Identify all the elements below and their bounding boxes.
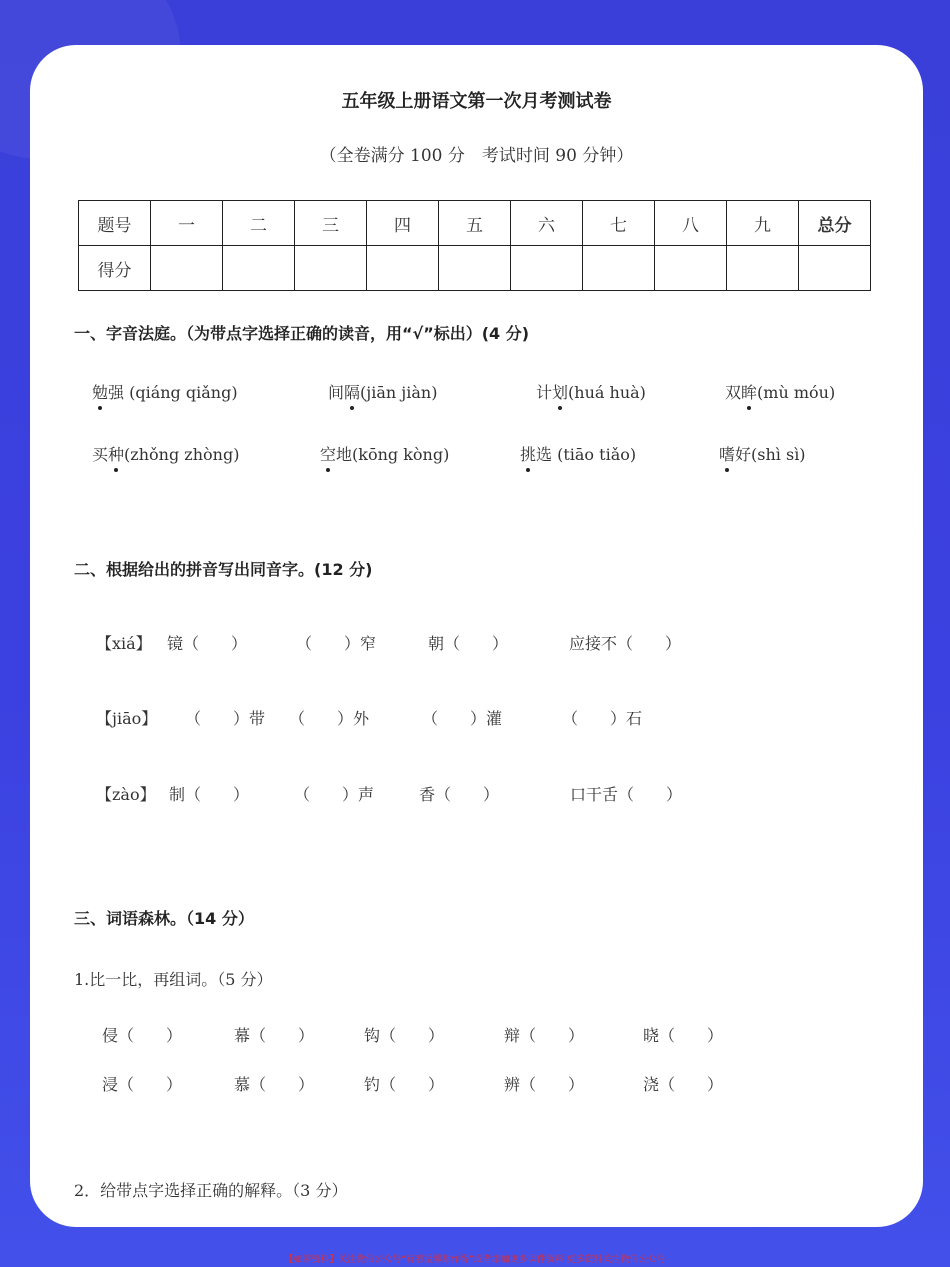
section2-heading: 二、根据给出的拼音写出同音字。(12 分) — [74, 560, 373, 579]
score-header-cell: 五 — [439, 201, 511, 246]
section1-heading: 一、字音法庭。（为带点字选择正确的读音，用“√”标出）(4 分) — [74, 324, 530, 343]
word-blank[interactable]: 浇（ ） — [643, 1075, 724, 1094]
score-table — [78, 200, 871, 291]
footer-watermark: 【如需资料】关注微信公众号“有着温馨甜作得”或者添加更多课件资料 更多资料关注微信公众号 — [284, 1255, 666, 1265]
blank-item[interactable]: （ ）声 — [294, 785, 375, 804]
score-cell[interactable] — [583, 246, 655, 291]
pronunciation-item[interactable] — [536, 380, 646, 403]
dotted-char: 隔 — [344, 380, 360, 403]
item-options: 地(kōng kòng) — [336, 445, 450, 464]
item-options: 好(shì sì) — [735, 445, 806, 464]
score-header-cell: 九 — [727, 201, 799, 246]
pronunciation-item[interactable] — [328, 380, 437, 403]
item-prefix: 间 — [328, 383, 345, 402]
blank-item[interactable]: （ ）石 — [562, 709, 643, 728]
blank-item[interactable]: （ ）窄 — [296, 634, 377, 653]
item-prefix: 计 — [536, 383, 553, 402]
score-header-cell: 六 — [511, 201, 583, 246]
score-cell[interactable] — [295, 246, 367, 291]
question-2: 2．给带点字选择正确的解释。（3 分） — [74, 1181, 348, 1200]
word-blank[interactable]: 浸（ ） — [102, 1075, 183, 1094]
word-blank[interactable]: 辩（ ） — [504, 1026, 585, 1045]
dotted-char: 嗜 — [719, 442, 735, 465]
score-cell[interactable] — [367, 246, 439, 291]
score-cell[interactable] — [511, 246, 583, 291]
word-blank[interactable]: 钓（ ） — [364, 1075, 445, 1094]
score-table-header-row — [79, 201, 871, 246]
pinyin-label: 【jiāo】 — [96, 709, 158, 728]
page-title: 五年级上册语文第一次月考测试卷 — [341, 91, 612, 112]
blank-item[interactable]: （ ）带 — [185, 709, 266, 728]
score-row-label: 得分 — [79, 246, 151, 291]
question-1: 1.比一比，再组词。（5 分） — [74, 970, 273, 989]
score-cell[interactable] — [799, 246, 871, 291]
word-blank[interactable]: 慕（ ） — [234, 1075, 315, 1094]
dotted-char: 种 — [108, 442, 124, 465]
exam-paper — [30, 45, 923, 1227]
blank-item[interactable]: 应接不（ ） — [569, 634, 682, 653]
pinyin-label: 【xiá】 — [96, 634, 152, 653]
blank-item[interactable]: （ ）灌 — [422, 709, 503, 728]
score-cell[interactable] — [655, 246, 727, 291]
score-cell[interactable] — [223, 246, 295, 291]
score-header-cell: 八 — [655, 201, 727, 246]
pronunciation-item[interactable] — [92, 442, 239, 465]
item-prefix: 买 — [92, 445, 109, 464]
score-header-cell: 二 — [223, 201, 295, 246]
score-header-cell: 一 — [151, 201, 223, 246]
word-blank[interactable]: 晓（ ） — [643, 1026, 724, 1045]
score-cell[interactable] — [151, 246, 223, 291]
item-prefix: 双 — [725, 383, 742, 402]
item-options: (jiān jiàn) — [360, 383, 438, 402]
section3-heading: 三、词语森林。（14 分） — [74, 909, 254, 928]
blank-item[interactable]: 朝（ ） — [428, 634, 509, 653]
score-header-cell: 三 — [295, 201, 367, 246]
item-options: (huá huà) — [568, 383, 646, 402]
blank-item[interactable]: 口干舌（ ） — [570, 785, 683, 804]
score-header-cell: 题号 — [79, 201, 151, 246]
word-blank[interactable]: 钩（ ） — [364, 1026, 445, 1045]
pronunciation-item[interactable] — [92, 380, 238, 403]
dotted-char: 挑 — [520, 442, 536, 465]
word-blank[interactable]: 辨（ ） — [504, 1075, 585, 1094]
word-blank[interactable]: 侵（ ） — [102, 1026, 183, 1045]
item-options: 强 (qiáng qiǎng) — [108, 383, 238, 402]
blank-item[interactable]: 香（ ） — [419, 785, 500, 804]
score-header-total: 总分 — [799, 201, 871, 246]
dotted-char: 划 — [552, 380, 568, 403]
item-options: (mù móu) — [757, 383, 836, 402]
score-header-cell: 四 — [367, 201, 439, 246]
dotted-char: 眸 — [741, 380, 757, 403]
score-cell[interactable] — [727, 246, 799, 291]
pronunciation-item[interactable] — [320, 442, 449, 465]
blank-item[interactable]: 制（ ） — [169, 785, 250, 804]
page-subtitle: （全卷满分 100 分 考试时间 90 分钟） — [319, 146, 634, 166]
pinyin-label: 【zào】 — [96, 785, 156, 804]
score-header-cell: 七 — [583, 201, 655, 246]
item-options: (zhǒng zhòng) — [124, 445, 240, 464]
dotted-char: 勉 — [92, 380, 108, 403]
word-blank[interactable]: 幕（ ） — [234, 1026, 315, 1045]
score-cell[interactable] — [439, 246, 511, 291]
blank-item[interactable]: （ ）外 — [289, 709, 370, 728]
dotted-char: 空 — [320, 442, 336, 465]
score-table-score-row — [79, 246, 871, 291]
item-options: 选 (tiāo tiǎo) — [536, 445, 637, 464]
pronunciation-item[interactable] — [520, 442, 636, 465]
pronunciation-item[interactable] — [725, 380, 835, 403]
blank-item[interactable]: 镜（ ） — [167, 634, 248, 653]
pronunciation-item[interactable] — [719, 442, 806, 465]
